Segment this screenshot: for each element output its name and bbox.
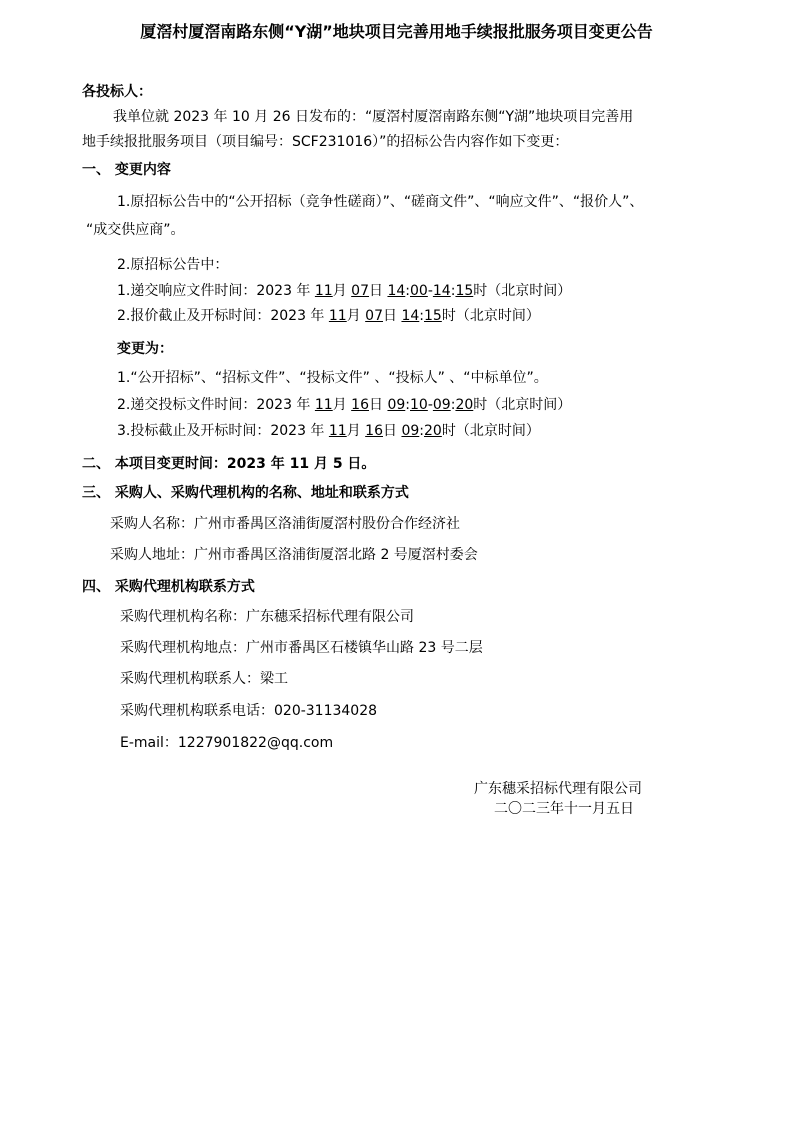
agency-name: 采购代理机构名称：广东穗采招标代理有限公司 (120, 609, 414, 625)
new-item-1: 1.“公开招标”、“招标文件”、“投标文件” 、“投标人” 、“中标单位”。 (117, 370, 548, 386)
new-submission-time: 2.递交投标文件时间：2023 年 11月 16日 09:10-09:20时（北京时间） (117, 397, 572, 413)
change-item-1-line-1: 1.原招标公告中的“公开招标（竞争性磋商）”、“磋商文件”、“响应文件”、“报价人”、 (117, 194, 644, 210)
original-response-time: 1.递交响应文件时间：2023 年 11月 07日 14:00-14:15时（北京时间） (117, 283, 572, 299)
change-to-label: 变更为： (117, 341, 173, 357)
intro-line-1: 我单位就 2023 年 10 月 26 日发布的：“厦滘村厦滘南路东侧“Y湖”地块项目完善用 (113, 109, 634, 125)
original-bid-deadline: 2.报价截止及开标时间：2023 年 11月 07日 14:15时（北京时间） (117, 308, 540, 324)
purchaser-address: 采购人地址：广州市番禺区洛浦街厦滘北路 2 号厦滘村委会 (110, 547, 478, 563)
agency-contact: 采购代理机构联系人：梁工 (120, 671, 288, 687)
purchaser-name: 采购人名称：广州市番禺区洛浦街厦滘村股份合作经济社 (110, 516, 460, 532)
salutation: 各投标人： (82, 84, 152, 100)
signature-date: 二〇二三年十一月五日 (494, 801, 634, 817)
agency-email: E-mail：1227901822@qq.com (120, 735, 334, 751)
intro-line-2: 地手续报批服务项目（项目编号：SCF231016）”的招标公告内容作如下变更： (82, 134, 569, 150)
agency-address: 采购代理机构地点：广州市番禺区石楼镇华山路 23 号二层 (120, 640, 483, 656)
section-2-change-date: 二、 本项目变更时间：2023 年 11 月 5 日。 (82, 456, 376, 472)
change-item-1-line-2: “成交供应商”。 (86, 222, 185, 238)
page-title: 厦滘村厦滘南路东侧“Y湖”地块项目完善用地手续报批服务项目变更公告 (140, 22, 653, 41)
signature-company: 广东穗采招标代理有限公司 (474, 781, 642, 797)
section-4-heading: 四、 采购代理机构联系方式 (82, 579, 255, 595)
new-bid-deadline: 3.投标截止及开标时间：2023 年 11月 16日 09:20时（北京时间） (117, 423, 540, 439)
change-item-2: 2.原招标公告中： (117, 257, 229, 273)
agency-phone: 采购代理机构联系电话：020-31134028 (120, 703, 378, 719)
section-3-heading: 三、 采购人、采购代理机构的名称、地址和联系方式 (82, 485, 409, 501)
section-1-heading: 一、 变更内容 (82, 162, 171, 178)
